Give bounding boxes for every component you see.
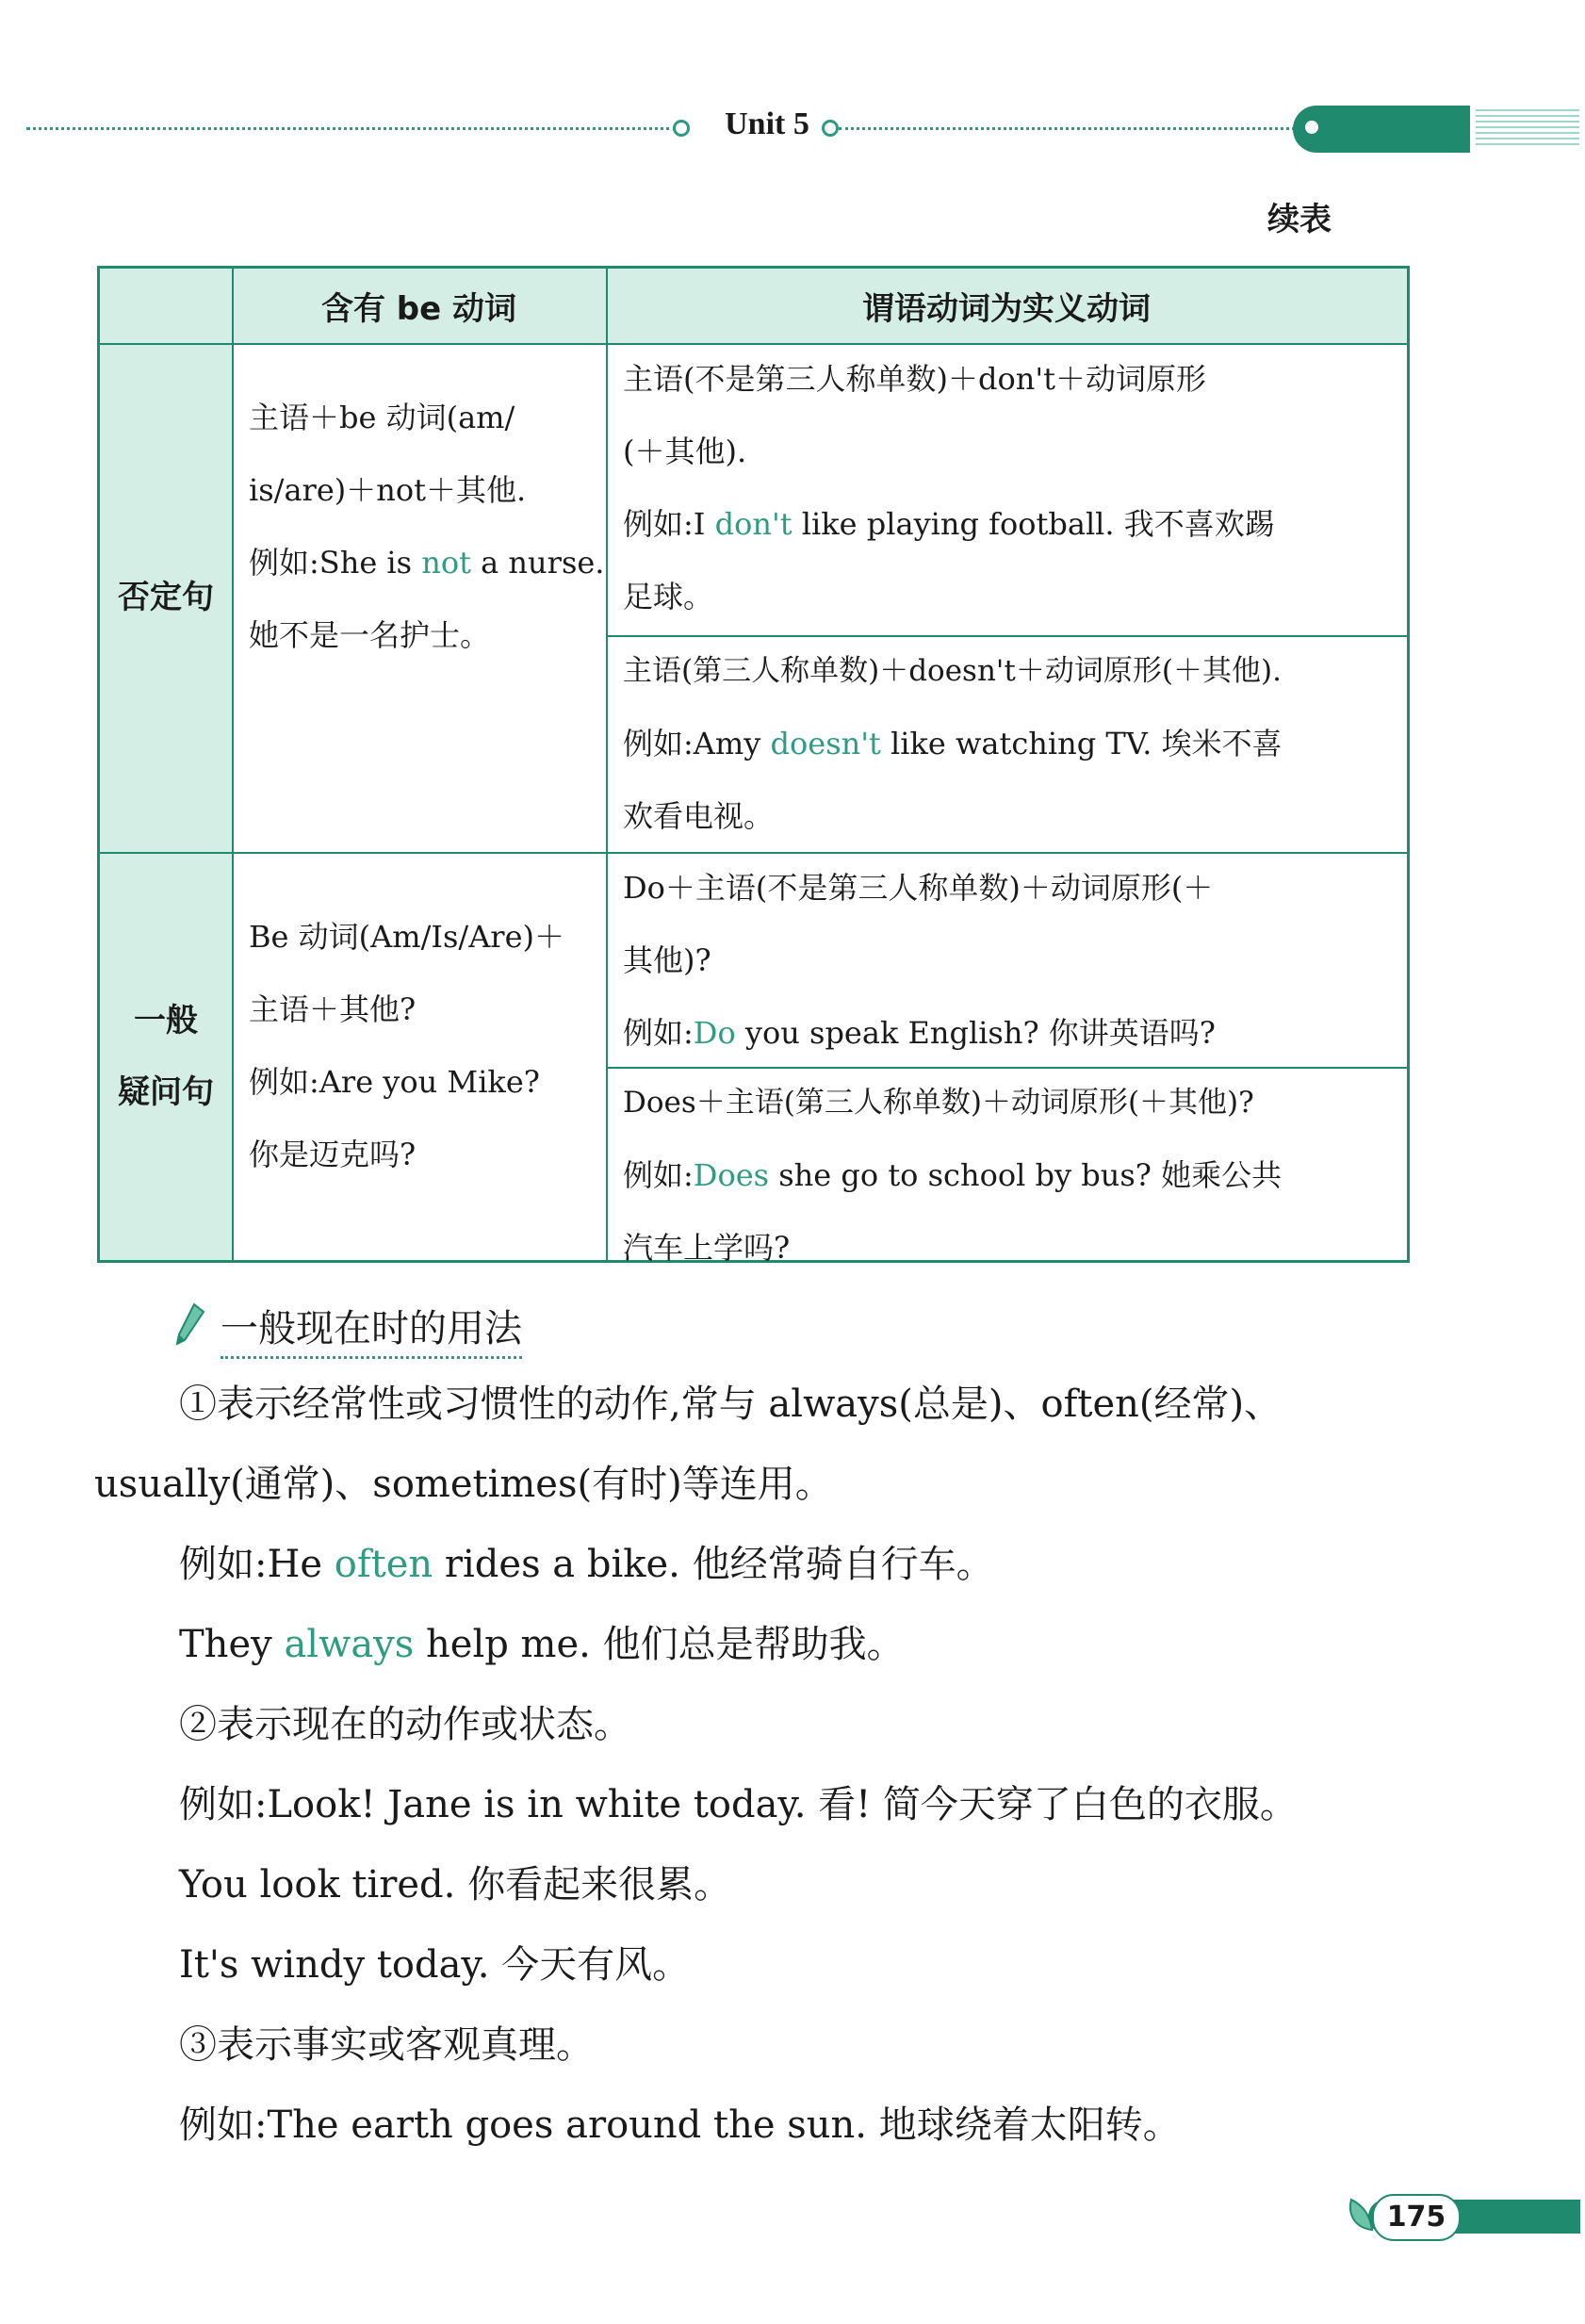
- q-verb-b-cell: [606, 1067, 1407, 1285]
- usage-point-2: ②表示现在的动作或状态。: [179, 1703, 631, 1746]
- usage-example: 例如:Look! Jane is in white today. 看! 简今天穿了白色的衣服。: [179, 1783, 1298, 1826]
- q-be-line: 主语＋其他?: [249, 991, 417, 1027]
- leaf-icon: [1346, 2196, 1374, 2234]
- row-header-question-line1: 一般: [134, 1001, 198, 1039]
- neg-verb-b-line: 主语(第三人称单数)＋doesn't＋动词原形(＋其他).: [623, 654, 1282, 688]
- col-header-be: 含有 be 动词: [232, 269, 606, 343]
- table-rule: [606, 269, 608, 1260]
- neg-verb-a-line: (＋其他).: [623, 434, 747, 469]
- neg-verb-b-example: [623, 708, 1394, 780]
- text: a nurse.: [471, 545, 605, 581]
- usage-point-1: ①表示经常性或习惯性的动作,常与 always(总是)、often(经常)、: [179, 1383, 1283, 1426]
- usage-example: It's windy today. 今天有风。: [179, 1943, 691, 1987]
- usage-example: [179, 1614, 905, 1668]
- row-header-question-line2: 疑问句: [118, 1072, 214, 1111]
- usage-point-3: ③表示事实或客观真理。: [179, 2023, 594, 2067]
- grammar-table: [97, 266, 1410, 1266]
- neg-be-line: is/are)＋not＋其他.: [249, 472, 527, 508]
- text: They: [179, 1623, 285, 1666]
- text: she go to school by bus? 她乘公共: [769, 1157, 1283, 1193]
- usage-title: 一般现在时的用法: [221, 1299, 522, 1359]
- q-be-example: 例如:Are you Mike?: [249, 1064, 540, 1100]
- highlight-word: always: [284, 1623, 415, 1666]
- header-rule-left: [26, 127, 677, 130]
- header-tab: [1293, 106, 1470, 153]
- neg-be-example: [249, 527, 605, 599]
- highlight-word: not: [421, 545, 471, 581]
- highlight-word: doesn't: [770, 726, 881, 761]
- neg-verb-b-cell: [606, 635, 1407, 853]
- usage-example: You look tired. 你看起来很累。: [179, 1863, 732, 1907]
- pencil-icon: [173, 1302, 207, 1348]
- continued-label: 续表: [1267, 201, 1332, 238]
- q-verb-a-cell: [606, 852, 1407, 1070]
- table-rule: [100, 852, 1407, 854]
- q-verb-b-line: Does＋主语(第三人称单数)＋动词原形(＋其他)?: [623, 1086, 1254, 1120]
- q-be-line: Be 动词(Am/Is/Are)＋: [249, 919, 565, 955]
- text: 例如:: [623, 1015, 694, 1051]
- q-verb-b-line: 汽车上学吗?: [623, 1230, 791, 1266]
- col-header-verb: 谓语动词为实义动词: [606, 269, 1407, 343]
- table-rule: [100, 343, 1407, 345]
- q-verb-a-line: Do＋主语(不是第三人称单数)＋动词原形(＋: [623, 870, 1214, 906]
- neg-be-cell: [232, 382, 606, 672]
- row-header-negative: 否定句: [100, 343, 232, 852]
- text: rides a bike. 他经常骑自行车。: [433, 1543, 994, 1586]
- table-corner: [100, 269, 232, 343]
- text: 例如:He: [179, 1543, 335, 1586]
- text: 例如:Amy: [623, 726, 771, 761]
- text: you speak English? 你讲英语吗?: [735, 1015, 1216, 1051]
- q-verb-b-example: [623, 1139, 1394, 1212]
- neg-be-line: 主语＋be 动词(am/: [249, 400, 515, 435]
- text: 例如:She is: [249, 545, 422, 581]
- unit-title: Unit 5: [725, 106, 809, 141]
- header-stripes: [1476, 109, 1579, 147]
- neg-verb-a-line: 足球。: [623, 579, 714, 614]
- neg-verb-b-line: 欢看电视。: [623, 798, 775, 834]
- text: like playing football. 我不喜欢踢: [792, 506, 1275, 542]
- neg-verb-a-cell: [606, 343, 1407, 633]
- q-be-translation: 你是迈克吗?: [249, 1137, 417, 1172]
- header-dot-left: [673, 120, 690, 137]
- neg-verb-a-example: [623, 488, 1394, 561]
- text: 例如:I: [623, 506, 715, 542]
- usage-example: [179, 1534, 994, 1588]
- text: 例如:: [623, 1157, 694, 1193]
- page-number: 175: [1372, 2194, 1461, 2241]
- usage-example: 例如:The earth goes around the sun. 地球绕着太阳转。: [179, 2103, 1181, 2147]
- neg-be-translation: 她不是一名护士。: [249, 617, 491, 653]
- highlight-word: often: [334, 1543, 433, 1586]
- table-rule: [606, 1067, 1407, 1069]
- highlight-word: don't: [714, 506, 792, 542]
- header-rule-right: [839, 127, 1300, 130]
- header-tab-dot: [1305, 121, 1318, 134]
- q-verb-a-example: [623, 997, 1394, 1070]
- highlight-word: Does: [693, 1157, 770, 1193]
- table-rule: [232, 269, 234, 1260]
- text: help me. 他们总是帮助我。: [414, 1623, 905, 1666]
- row-header-question: [100, 852, 232, 1260]
- highlight-word: Do: [693, 1015, 736, 1051]
- usage-point-1-cont: usually(通常)、sometimes(有时)等连用。: [94, 1463, 833, 1506]
- text: like watching TV. 埃米不喜: [880, 726, 1283, 761]
- q-verb-a-line: 其他)?: [623, 942, 711, 978]
- neg-verb-a-line: 主语(不是第三人称单数)＋don't＋动词原形: [623, 361, 1206, 397]
- header-dot-right: [822, 120, 839, 137]
- q-be-cell: [232, 901, 606, 1191]
- table-rule: [606, 635, 1407, 637]
